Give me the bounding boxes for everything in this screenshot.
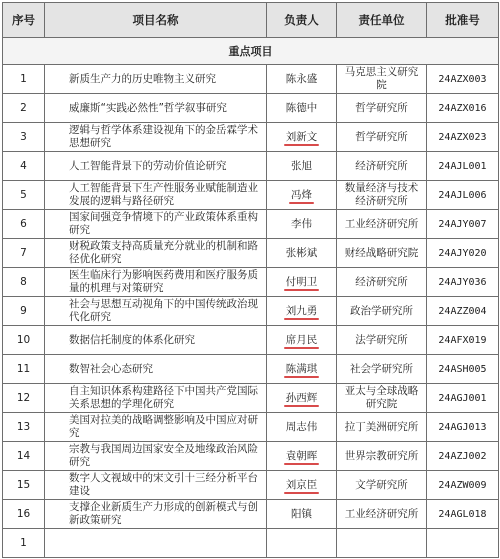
cell-no: 4: [3, 152, 45, 181]
table-row: [3, 123, 499, 152]
table-row: [3, 152, 499, 181]
cell-no: 1: [3, 65, 45, 94]
cell-lead: 张彬斌: [267, 239, 337, 268]
cell-unit: 亚太与全球战略研究院: [337, 384, 427, 413]
cell-approval-no: 24AZZ004: [427, 297, 499, 326]
cell-no: 13: [3, 413, 45, 442]
cell-unit: 世界宗教研究所: [337, 442, 427, 471]
cell-unit: 法学研究所: [337, 326, 427, 355]
cell-no: 9: [3, 297, 45, 326]
cell-no: 11: [3, 355, 45, 384]
cell-approval-no: 24AZX016: [427, 94, 499, 123]
cell-lead: [267, 442, 337, 471]
cell-approval-no: 24AGJ001: [427, 384, 499, 413]
cell-lead: [267, 268, 337, 297]
table-row: [3, 65, 499, 94]
cell-project-name: 逻辑与哲学体系建设视角下的金岳霖学术思想研究: [45, 123, 267, 152]
lead-name-marked: 袁朝晖: [285, 449, 318, 462]
header-unit: 责任单位: [337, 3, 427, 38]
cell-approval-no: 24AJY036: [427, 268, 499, 297]
table-row: [3, 355, 499, 384]
lead-name-marked: 付明卫: [285, 275, 318, 288]
table-body: [3, 38, 499, 558]
project-table: [2, 2, 499, 558]
cell-lead: [267, 123, 337, 152]
header-project-name: 项目名称: [45, 3, 267, 38]
cell-no: 7: [3, 239, 45, 268]
table-row-partial: [3, 529, 499, 558]
cell-project-name: 威廉斯“实践必然性”哲学叙事研究: [45, 94, 267, 123]
cell-approval-no: 24AJY020: [427, 239, 499, 268]
cell-no: 3: [3, 123, 45, 152]
cell-no: 16: [3, 500, 45, 529]
cell-unit: 工业经济研究所: [337, 500, 427, 529]
cell-project-name: 医生临床行为影响医药费用和医疗服务质量的机理与对策研究: [45, 268, 267, 297]
cell-no: 8: [3, 268, 45, 297]
cell-approval-no: 24AJL006: [427, 181, 499, 210]
lead-name-marked: 冯烽: [291, 188, 312, 201]
cell-approval-no: 24AZW009: [427, 471, 499, 500]
table-row: [3, 94, 499, 123]
cell-unit: 拉丁美洲研究所: [337, 413, 427, 442]
cell-project-name: 社会与思想互动视角下的中国传统政治现代化研究: [45, 297, 267, 326]
cell-unit: 财经战略研究院: [337, 239, 427, 268]
cell-lead: [267, 297, 337, 326]
cell-project-name: 新质生产力的历史唯物主义研究: [45, 65, 267, 94]
cell-empty: [45, 529, 267, 558]
table-row: [3, 500, 499, 529]
table-row: [3, 210, 499, 239]
lead-name-marked: 刘九勇: [285, 304, 318, 317]
cell-unit: 哲学研究所: [337, 123, 427, 152]
cell-project-name: 自主知识体系构建路径下中国共产党国际关系思想的学理化研究: [45, 384, 267, 413]
cell-lead: 张旭: [267, 152, 337, 181]
cell-lead: [267, 384, 337, 413]
cell-project-name: 美国对拉美的战略调整影响及中国应对研究: [45, 413, 267, 442]
cell-unit: 哲学研究所: [337, 94, 427, 123]
cell-project-name: 数字人文视域中的宋文引十三经分析平台建设: [45, 471, 267, 500]
cell-approval-no: 24AZX003: [427, 65, 499, 94]
cell-unit: 政治学研究所: [337, 297, 427, 326]
header-approval-no: 批准号: [427, 3, 499, 38]
cell-empty: [427, 529, 499, 558]
cell-no: 12: [3, 384, 45, 413]
header-no: 序号: [3, 3, 45, 38]
cell-lead: 李伟: [267, 210, 337, 239]
table-row: [3, 239, 499, 268]
cell-project-name: 国家间强竞争情境下的产业政策体系重构研究: [45, 210, 267, 239]
table-row: [3, 384, 499, 413]
cell-project-name: 数据信托制度的体系化研究: [45, 326, 267, 355]
cell-approval-no: 24AGL018: [427, 500, 499, 529]
cell-project-name: 宗教与我国周边国家安全及地缘政治风险研究: [45, 442, 267, 471]
cell-unit: 经济研究所: [337, 152, 427, 181]
lead-name-marked: 刘新文: [285, 130, 318, 143]
table-row: [3, 442, 499, 471]
cell-unit: 经济研究所: [337, 268, 427, 297]
cell-project-name: 支撑企业新质生产力形成的创新模式与创新政策研究: [45, 500, 267, 529]
cell-no: 15: [3, 471, 45, 500]
cell-lead: [267, 326, 337, 355]
section-row: [3, 38, 499, 65]
cell-approval-no: 24AFX019: [427, 326, 499, 355]
cell-approval-no: 24AJY007: [427, 210, 499, 239]
lead-name-marked: 孙西辉: [285, 391, 318, 404]
cell-no: 10: [3, 326, 45, 355]
cell-no: 2: [3, 94, 45, 123]
lead-name-marked: 刘京臣: [285, 478, 318, 491]
cell-approval-no: 24AZJ002: [427, 442, 499, 471]
table-row: [3, 326, 499, 355]
cell-approval-no: 24AJL001: [427, 152, 499, 181]
cell-project-name: 人工智能背景下生产性服务业赋能制造业发展的逻辑与路径研究: [45, 181, 267, 210]
table-row: [3, 413, 499, 442]
cell-empty: [337, 529, 427, 558]
cell-no: 14: [3, 442, 45, 471]
cell-lead: [267, 471, 337, 500]
table-row: [3, 297, 499, 326]
cell-approval-no: 24AZX023: [427, 123, 499, 152]
cell-unit: 文学研究所: [337, 471, 427, 500]
cell-empty: [267, 529, 337, 558]
cell-project-name: 人工智能背景下的劳动价值论研究: [45, 152, 267, 181]
cell-lead: 阳镇: [267, 500, 337, 529]
table-header: [3, 3, 499, 38]
cell-lead: [267, 181, 337, 210]
table-row: [3, 471, 499, 500]
lead-name-marked: 席月民: [285, 333, 318, 346]
cell-unit: 马克思主义研究院: [337, 65, 427, 94]
cell-lead: 周志伟: [267, 413, 337, 442]
cell-unit: 工业经济研究所: [337, 210, 427, 239]
project-table-sheet: [2, 2, 498, 558]
cell-unit: 数量经济与技术经济研究所: [337, 181, 427, 210]
cell-approval-no: 24AGJ013: [427, 413, 499, 442]
cell-no: 1: [3, 529, 45, 558]
header-lead: 负责人: [267, 3, 337, 38]
cell-no: 5: [3, 181, 45, 210]
cell-project-name: 数智社会心态研究: [45, 355, 267, 384]
section-title: 重点项目: [3, 38, 499, 65]
cell-no: 6: [3, 210, 45, 239]
table-row: [3, 181, 499, 210]
cell-project-name: 财税政策支持高质量充分就业的机制和路径优化研究: [45, 239, 267, 268]
cell-lead: [267, 355, 337, 384]
cell-unit: 社会学研究所: [337, 355, 427, 384]
cell-lead: 陈德中: [267, 94, 337, 123]
table-row: [3, 268, 499, 297]
lead-name-marked: 陈满琪: [285, 362, 318, 375]
cell-approval-no: 24ASH005: [427, 355, 499, 384]
cell-lead: 陈永盛: [267, 65, 337, 94]
